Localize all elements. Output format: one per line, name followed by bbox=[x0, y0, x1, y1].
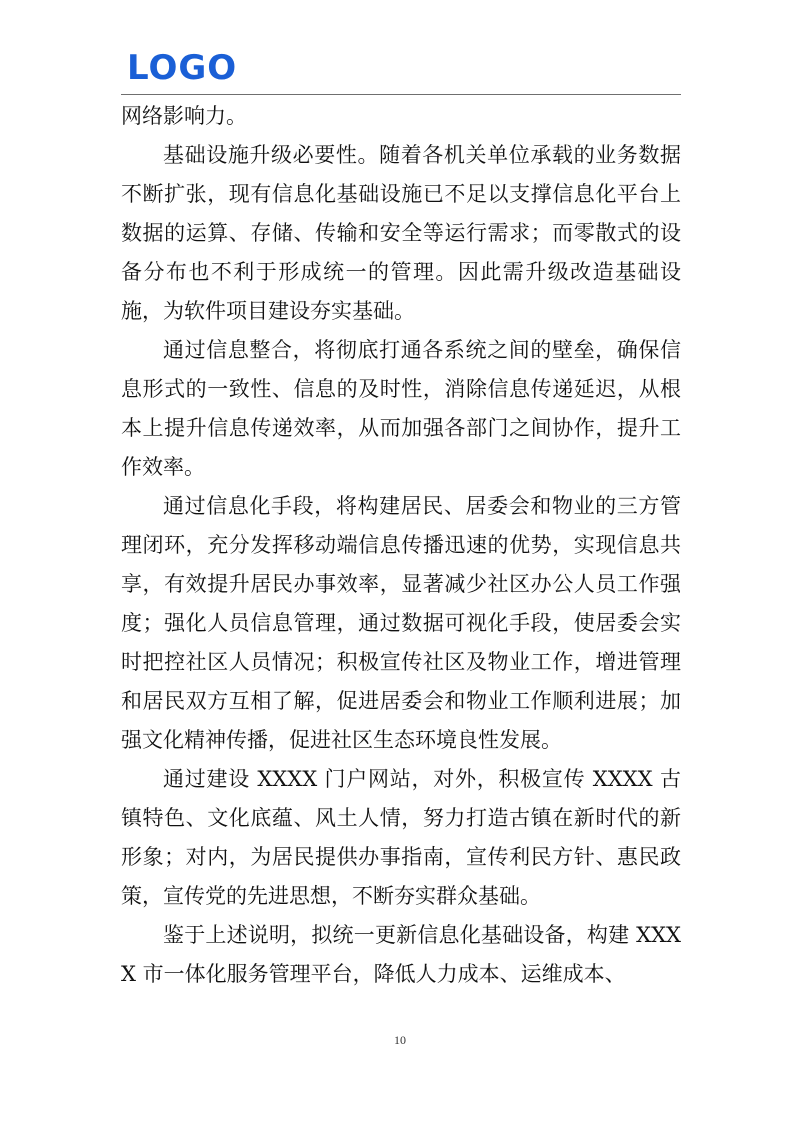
paragraph: 基础设施升级必要性。随着各机关单位承载的业务数据不断扩张，现有信息化基础设施已不足以支撑信息化平台上数据的运算、存储、传输和安全等运行需求；而零散式的设备分布也不利于形成统一的管理。因此需升级改造基础设施，为软件项目建设夯实基础。 bbox=[121, 143, 681, 323]
logo: LOGO bbox=[127, 48, 238, 88]
document-body bbox=[121, 97, 681, 994]
page-number: 10 bbox=[394, 1033, 406, 1047]
paragraph: 通过信息整合，将彻底打通各系统之间的壁垒，确保信息形式的一致性、信息的及时性，消除信息传递延迟，从根本上提升信息传递效率，从而加强各部门之间协作，提升工作效率。 bbox=[121, 338, 681, 479]
paragraph: 鉴于上述说明，拟统一更新信息化基础设备，构建 XXXX 市一体化服务管理平台，降低人力成本、运维成本、 bbox=[121, 923, 681, 986]
paragraph: 通过建设 XXXX 门户网站，对外，积极宣传 XXXX 古镇特色、文化底蕴、风土人情，努力打造古镇在新时代的新形象；对内，为居民提供办事指南，宣传利民方针、惠民政策，宣传党的先进思想，不断夯实群众基础。 bbox=[121, 767, 681, 908]
header-divider bbox=[121, 94, 681, 95]
paragraph: 通过信息化手段，将构建居民、居委会和物业的三方管理闭环，充分发挥移动端信息传播迅速的优势，实现信息共享，有效提升居民办事效率，显著减少社区办公人员工作强度；强化人员信息管理，通过数据可视化手段，使居委会实时把控社区人员情况；积极宣传社区及物业工作，增进管理和居民双方互相了解，促进居委会和物业工作顺利进展；加强文化精神传播，促进社区生态环境良性发展。 bbox=[121, 494, 681, 752]
page-header bbox=[121, 50, 681, 98]
paragraph-continuation: 网络影响力。 bbox=[121, 104, 247, 128]
